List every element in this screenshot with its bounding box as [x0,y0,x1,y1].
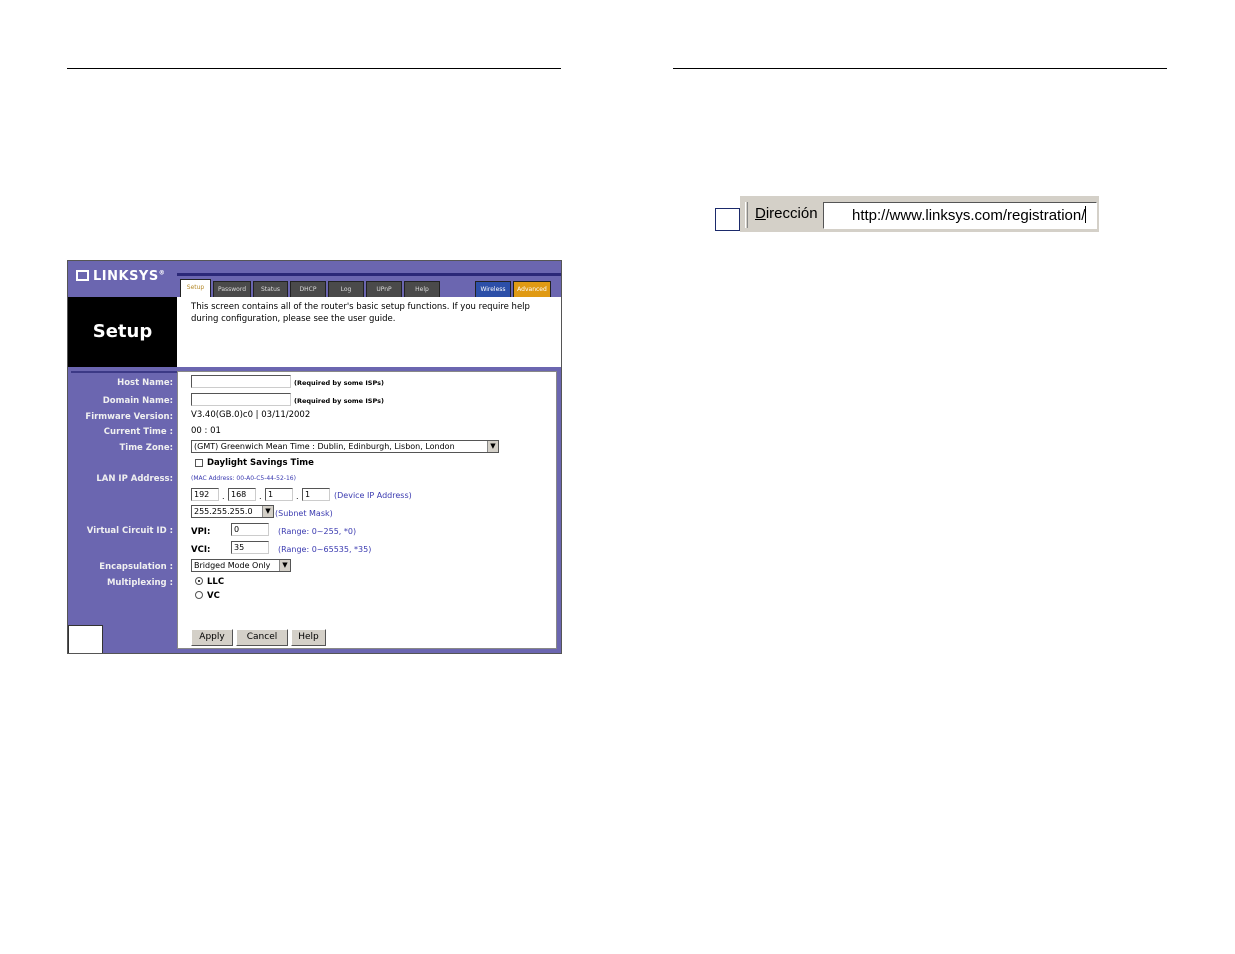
apply-button[interactable]: Apply [191,629,233,646]
cancel-button[interactable]: Cancel [236,629,288,646]
domain-name-note: (Required by some ISPs) [294,397,384,405]
lan-ip-label: LAN IP Address: [96,474,173,484]
ip-octet-3-input[interactable]: 1 [265,488,293,501]
help-button[interactable]: Help [291,629,326,646]
ip-octet-1-input[interactable]: 192 [191,488,219,501]
callout-box-right [715,208,740,231]
llc-radio[interactable] [195,577,203,585]
vpi-input[interactable]: 0 [231,523,269,536]
time-zone-label: Time Zone: [119,443,173,453]
firmware-version-label: Firmware Version: [85,412,173,422]
linksys-logo-icon [76,270,89,281]
page-title-box [68,297,177,367]
device-ip-note: (Device IP Address) [334,491,412,500]
logo-bar [68,261,177,297]
domain-name-input[interactable] [191,393,291,406]
top-rule-left [67,68,561,69]
encapsulation-select[interactable]: Bridged Mode Only ▼ [191,559,291,572]
address-label: Dirección [755,205,818,222]
chevron-down-icon: ▼ [279,560,290,571]
side-label-panel [71,371,177,651]
tab-status[interactable]: Status [253,281,288,298]
tab-advanced[interactable]: Advanced [513,281,551,298]
tab-setup[interactable]: Setup [180,279,211,299]
address-input[interactable]: http://www.linksys.com/registration/ [823,202,1097,229]
tab-wireless[interactable]: Wireless [475,281,511,298]
setup-form: (Required by some ISPs) (Required by some ISPs) V3.40(GB.0)c0 | 03/11/2002 00 : 01 (GMT) Greenwich Mean Time : Dublin, Edinburgh, Lisbon, London ▼ Daylight Savings Time (MAC Address: 00-A0-C5-44-52-16) 192 . 168 . 1 . 1 (Device IP Address) 255.255.255.0 ▼ (Subnet Mask) VPI: 0 (Range: 0~255, *0) VCI: 35 (Range: 0~65535, *35) Bridged Mode Only ▼ LLC VC Apply Cancel Help [177,371,557,649]
top-rule-right [673,68,1167,69]
ip-octet-2-input[interactable]: 168 [228,488,256,501]
address-bar [740,195,1099,232]
linksys-logo: LINKSYS® [76,269,165,284]
vc-label: VC [207,591,220,601]
vc-radio[interactable] [195,591,203,599]
vci-range-note: (Range: 0~65535, *35) [278,545,372,554]
daylight-savings-label: Daylight Savings Time [207,458,314,468]
subnet-mask-select[interactable]: 255.255.255.0 ▼ [191,505,274,518]
mac-address-note: (MAC Address: 00-A0-C5-44-52-16) [191,475,296,482]
tab-password[interactable]: Password [213,281,251,298]
chevron-down-icon: ▼ [262,506,273,517]
tab-dhcp[interactable]: DHCP [290,281,326,298]
host-name-note: (Required by some ISPs) [294,379,384,387]
current-time-value: 00 : 01 [191,426,221,436]
vci-input[interactable]: 35 [231,541,269,554]
callout-box-left [68,625,103,654]
domain-name-label: Domain Name: [102,396,173,406]
vpi-range-note: (Range: 0~255, *0) [278,527,357,536]
tab-strip [177,273,562,297]
intro-box [177,297,562,367]
vci-label: VCI: [191,545,211,555]
tab-log[interactable]: Log [328,281,364,298]
toolbar-grip[interactable] [745,202,748,228]
vpi-label: VPI: [191,527,211,537]
tab-help[interactable]: Help [404,281,440,298]
page-title: Setup [92,321,153,342]
daylight-savings-checkbox[interactable] [195,459,203,467]
text-caret [1085,206,1086,223]
firmware-version-value: V3.40(GB.0)c0 | 03/11/2002 [191,410,311,420]
chevron-down-icon: ▼ [487,441,498,452]
intro-text: This screen contains all of the router's basic setup functions. If you require help during configuration, please see the user guide. [191,302,530,324]
virtual-circuit-label: Virtual Circuit ID : [86,526,173,536]
subnet-mask-note: (Subnet Mask) [275,509,333,518]
host-name-input[interactable] [191,375,291,388]
router-setup-screenshot [67,260,562,654]
current-time-label: Current Time : [103,427,173,437]
multiplexing-label: Multiplexing : [106,578,173,588]
tab-upnp[interactable]: UPnP [366,281,402,298]
ip-octet-4-input[interactable]: 1 [302,488,330,501]
llc-label: LLC [207,577,225,587]
time-zone-select[interactable]: (GMT) Greenwich Mean Time : Dublin, Edinburgh, Lisbon, London ▼ [191,440,499,453]
host-name-label: Host Name: [117,378,173,388]
encapsulation-label: Encapsulation : [99,562,173,572]
